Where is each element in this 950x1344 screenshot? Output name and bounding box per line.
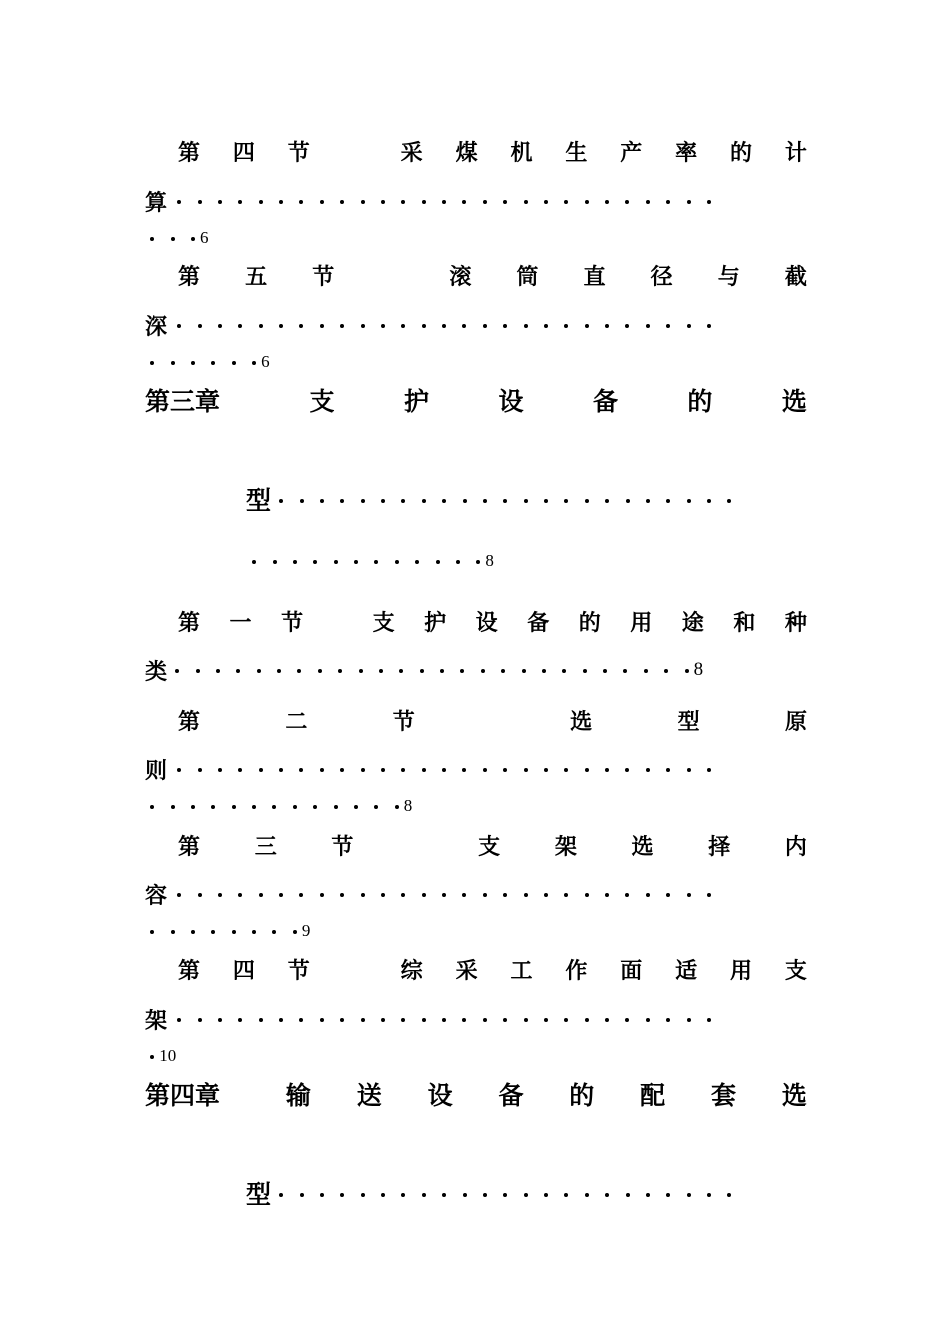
toc-entry-ch2-s5-page xyxy=(142,348,270,376)
dot-leader xyxy=(169,881,719,907)
toc-char: 作 xyxy=(565,957,588,984)
dot-leader xyxy=(271,1179,740,1208)
toc-char: 四 xyxy=(232,139,255,166)
toc-char: 第 xyxy=(178,609,201,636)
toc-chapter-4-title xyxy=(145,1078,807,1110)
page-number: 8 xyxy=(485,551,494,570)
toc-char: 架 xyxy=(145,1007,168,1034)
toc-char: 支 xyxy=(478,833,501,860)
toc-char: 型 xyxy=(677,708,700,735)
toc-char: 设 xyxy=(498,387,524,416)
dot-leader xyxy=(167,657,692,683)
toc-char: 选 xyxy=(570,708,593,735)
toc-char: 类 xyxy=(145,658,168,685)
dot-leader xyxy=(244,548,483,574)
toc-char: 第 xyxy=(178,833,201,860)
toc-char: 采 xyxy=(455,957,478,984)
toc-chapter-4-leader xyxy=(246,1178,740,1208)
toc-chapter-3-page xyxy=(244,547,494,575)
toc-char: 的 xyxy=(687,387,713,416)
dot-leader xyxy=(169,1006,719,1032)
chapter-label: 第四章 xyxy=(145,1081,221,1110)
toc-char: 架 xyxy=(554,833,577,860)
toc-char: 的 xyxy=(569,1081,595,1110)
toc-char: 的 xyxy=(578,609,601,636)
toc-char: 节 xyxy=(281,609,304,636)
toc-char: 计 xyxy=(784,139,807,166)
toc-char: 面 xyxy=(620,957,643,984)
toc-char: 备 xyxy=(527,609,550,636)
toc-char: 容 xyxy=(145,882,168,909)
toc-char: 采 xyxy=(400,139,423,166)
toc-char: 径 xyxy=(650,263,673,290)
toc-char: 和 xyxy=(733,609,756,636)
toc-entry-ch3-s3-leader xyxy=(145,879,719,909)
toc-char: 节 xyxy=(331,833,354,860)
toc-char: 选 xyxy=(781,387,807,416)
toc-char: 工 xyxy=(510,957,533,984)
toc-entry-ch2-s5-title xyxy=(178,259,807,291)
toc-char: 算 xyxy=(145,189,168,216)
toc-char: 备 xyxy=(498,1081,524,1110)
dot-leader xyxy=(271,485,740,514)
toc-char: 节 xyxy=(287,957,310,984)
toc-char: 第 xyxy=(178,708,201,735)
toc-char: 支 xyxy=(784,957,807,984)
toc-char: 产 xyxy=(620,139,643,166)
toc-char: 原 xyxy=(784,708,807,735)
toc-entry-ch3-s4-page xyxy=(142,1042,176,1070)
toc-char: 选 xyxy=(781,1081,807,1110)
toc-char: 第 xyxy=(178,139,201,166)
page-number: 8 xyxy=(403,796,413,815)
toc-char: 选 xyxy=(631,833,654,860)
toc-char: 节 xyxy=(312,263,335,290)
toc-entry-ch2-s5-leader xyxy=(145,310,719,340)
toc-char: 直 xyxy=(583,263,606,290)
dot-leader xyxy=(142,225,198,251)
toc-char: 综 xyxy=(400,957,423,984)
toc-char: 一 xyxy=(229,609,252,636)
toc-char: 护 xyxy=(424,609,447,636)
page-number: 9 xyxy=(301,921,311,940)
toc-char: 用 xyxy=(630,609,653,636)
toc-char: 送 xyxy=(356,1081,382,1110)
toc-char: 设 xyxy=(475,609,498,636)
toc-char: 煤 xyxy=(455,139,478,166)
toc-entry-ch3-s2-page xyxy=(142,792,412,820)
toc-char: 四 xyxy=(232,957,255,984)
page-number: 10 xyxy=(159,1046,177,1065)
page-number: 8 xyxy=(693,659,704,680)
toc-char: 则 xyxy=(145,757,168,784)
toc-char: 机 xyxy=(510,139,533,166)
page-number: 6 xyxy=(261,352,270,371)
dot-leader xyxy=(142,1043,157,1069)
toc-char: 型 xyxy=(246,1180,272,1209)
toc-char: 滚 xyxy=(449,263,472,290)
toc-entry-ch3-s1-leader xyxy=(145,655,703,685)
dot-leader xyxy=(142,918,300,944)
toc-char: 与 xyxy=(717,263,740,290)
toc-char: 支 xyxy=(372,609,395,636)
toc-char: 支 xyxy=(309,387,335,416)
dot-leader xyxy=(169,312,719,338)
toc-char: 用 xyxy=(730,957,753,984)
toc-char: 途 xyxy=(681,609,704,636)
toc-entry-ch3-s3-title xyxy=(178,829,807,861)
toc-char: 率 xyxy=(675,139,698,166)
toc-entry-ch3-s4-title xyxy=(178,953,807,985)
toc-char: 备 xyxy=(592,387,618,416)
toc-char: 筒 xyxy=(516,263,539,290)
toc-char: 二 xyxy=(285,708,308,735)
dot-leader xyxy=(169,756,719,782)
toc-entry-ch3-s2-title xyxy=(178,704,807,736)
toc-entry-ch3-s2-leader xyxy=(145,754,719,784)
chapter-label: 第三章 xyxy=(145,387,221,416)
toc-char: 套 xyxy=(711,1081,737,1110)
toc-char: 第 xyxy=(178,263,201,290)
toc-entry-ch2-s4-page xyxy=(142,224,208,252)
toc-entry-ch2-s4-leader xyxy=(145,186,719,216)
toc-char: 护 xyxy=(403,387,429,416)
dot-leader xyxy=(169,188,719,214)
dot-leader xyxy=(142,349,259,375)
toc-entry-ch3-s4-leader xyxy=(145,1004,719,1034)
toc-entry-ch2-s4-title xyxy=(178,135,807,167)
toc-char: 截 xyxy=(784,263,807,290)
toc-char: 生 xyxy=(565,139,588,166)
toc-char: 种 xyxy=(784,609,807,636)
toc-char: 输 xyxy=(285,1081,311,1110)
toc-char: 适 xyxy=(675,957,698,984)
toc-char: 节 xyxy=(392,708,415,735)
toc-char: 型 xyxy=(246,486,272,515)
toc-char: 节 xyxy=(287,139,310,166)
toc-char: 深 xyxy=(145,313,168,340)
toc-char: 的 xyxy=(730,139,753,166)
toc-chapter-3-leader xyxy=(246,484,740,514)
toc-entry-ch3-s3-page xyxy=(142,917,310,945)
toc-char: 三 xyxy=(254,833,277,860)
toc-char: 设 xyxy=(427,1081,453,1110)
toc-char: 配 xyxy=(640,1081,666,1110)
toc-char: 择 xyxy=(708,833,731,860)
toc-char: 内 xyxy=(784,833,807,860)
page-number: 6 xyxy=(199,228,209,247)
toc-chapter-3-title xyxy=(145,384,807,416)
toc-entry-ch3-s1-title xyxy=(178,605,807,637)
dot-leader xyxy=(142,793,402,819)
toc-char: 五 xyxy=(245,263,268,290)
toc-char: 第 xyxy=(178,957,201,984)
